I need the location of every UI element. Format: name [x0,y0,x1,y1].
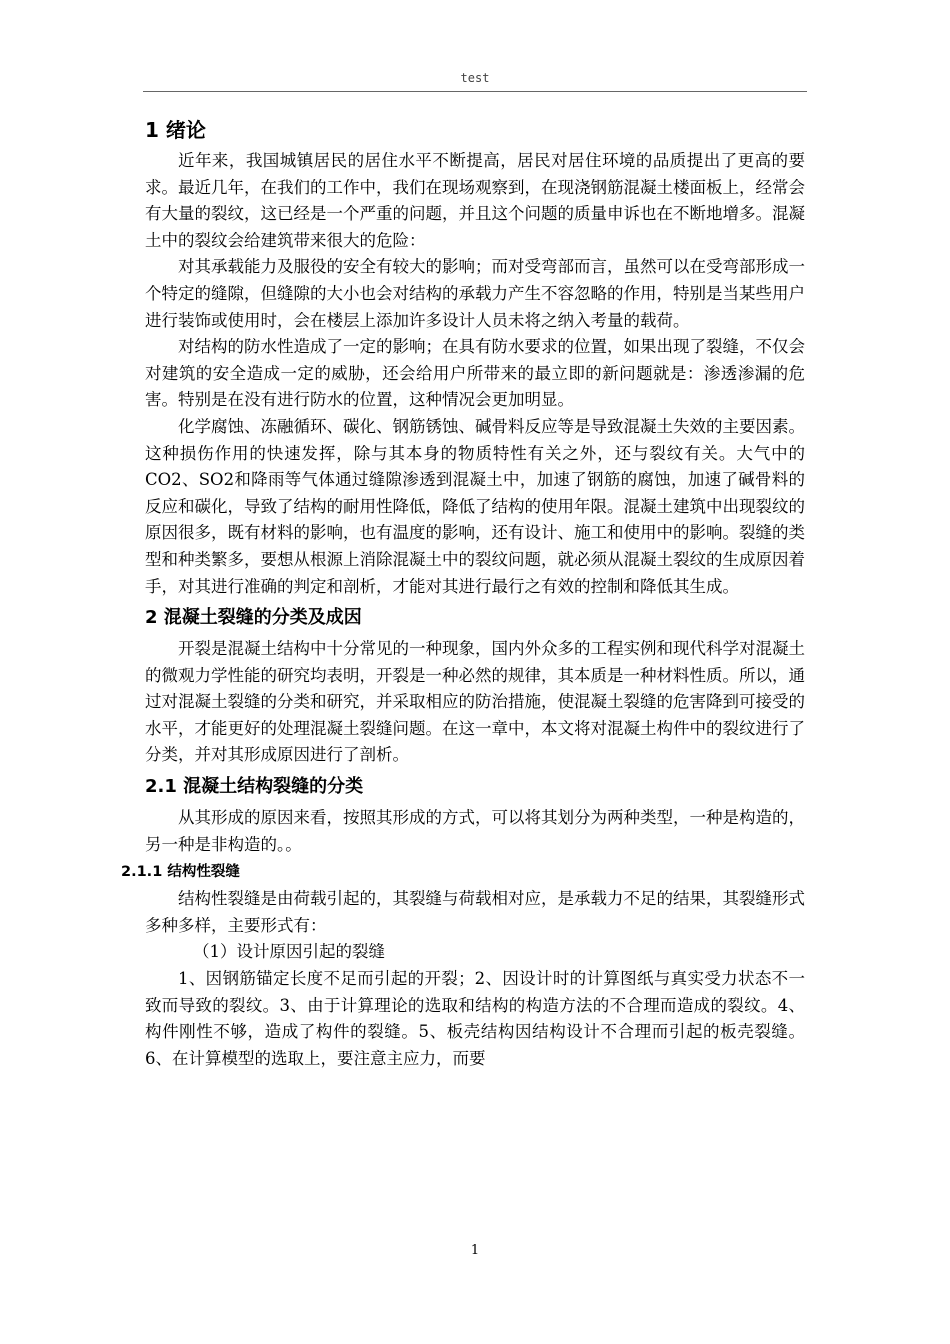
section-2-paragraph-1: 开裂是混凝土结构中十分常见的一种现象，国内外众多的工程实例和现代科学对混凝土的微观力学性能的研究均表明，开裂是一种必然的规律，其本质是一种材料性质。所以，通过对混凝土裂缝的分类和研究，并采取相应的防治措施，使混凝土裂缝的危害降到可接受的水平，才能更好的处理混凝土裂缝问题。在这一章中，本文将对混凝土构件中的裂纹进行了分类，并对其形成原因进行了剖析。 [145,639,805,765]
section-2-1-1-subheading: （1）设计原因引起的裂缝 [193,942,385,962]
section-2-1-1-paragraph-2: 1、因钢筋锚定长度不足而引起的开裂；2、因设计时的计算图纸与真实受力状态不一致而导致的裂纹。3、由于计算理论的选取和结构的构造方法的不合理而造成的裂纹。4、构件刚性不够，造成了构件的裂缝。5、板壳结构因结构设计不合理而引起的板壳裂缝。6、在计算模型的选取上，要注意主应力，而要 [145,969,805,1068]
section-2-1-1-heading: 2.1.1 结构性裂缝 [121,864,240,881]
page-header: test [460,71,490,85]
section-2-1-paragraph-1: 从其形成的原因来看，按照其形成的方式，可以将其划分为两种类型，一种是构造的，另一种是非构造的。。 [145,808,805,854]
section-2-1-heading: 2.1 混凝土结构裂缝的分类 [145,776,364,798]
page-number: 1 [470,1243,480,1258]
section-1-paragraph-3: 对结构的防水性造成了一定的影响；在具有防水要求的位置，如果出现了裂缝，不仅会对建筑的安全造成一定的威胁，还会给用户所带来的最立即的新问题就是：渗透渗漏的危害。特别是在没有进行防水的位置，这种情况会更加明显。 [145,337,805,410]
section-2-heading: 2 混凝土裂缝的分类及成因 [145,607,362,629]
header-divider [143,91,807,92]
section-2-1-1-paragraph-1: 结构性裂缝是由荷载引起的，其裂缝与荷载相对应，是承载力不足的结果，其裂缝形式多种多样，主要形式有： [145,889,805,935]
section-1-paragraph-4: 化学腐蚀、冻融循环、碳化、钢筋锈蚀、碱骨料反应等是导致混凝土失效的主要因素。这种损伤作用的快速发挥，除与其本身的物质特性有关之外，还与裂纹有关。大气中的CO2、SO2和降雨等气体通过缝隙渗透到混凝土中，加速了钢筋的腐蚀，加速了碱骨料的反应和碳化，导致了结构的耐用性降低，降低了结构的使用年限。混凝土建筑中出现裂纹的原因很多，既有材料的影响，也有温度的影响，还有设计、施工和使用中的影响。裂缝的类型和种类繁多，要想从根源上消除混凝土中的裂纹问题，就必须从混凝土裂纹的生成原因着手，对其进行准确的判定和剖析，才能对其进行最行之有效的控制和降低其生成。 [145,416,805,596]
section-1-paragraph-1: 近年来，我国城镇居民的居住水平不断提高，居民对居住环境的品质提出了更高的要求。最近几年，在我们的工作中，我们在现场观察到，在现浇钢筋混凝土楼面板上，经常会有大量的裂纹，这已经是一个严重的问题，并且这个问题的质量申诉也在不断地增多。混凝土中的裂纹会给建筑带来很大的危险： [145,151,805,250]
section-1-paragraph-2: 对其承载能力及服役的安全有较大的影响；而对受弯部而言，虽然可以在受弯部形成一个特定的缝隙，但缝隙的大小也会对结构的承载力产生不容忽略的作用，特别是当某些用户进行装饰或使用时，会在楼层上添加许多设计人员未将之纳入考量的载荷。 [145,257,805,330]
section-1-heading: 1 绪论 [145,118,206,142]
document-body [121,112,805,1072]
